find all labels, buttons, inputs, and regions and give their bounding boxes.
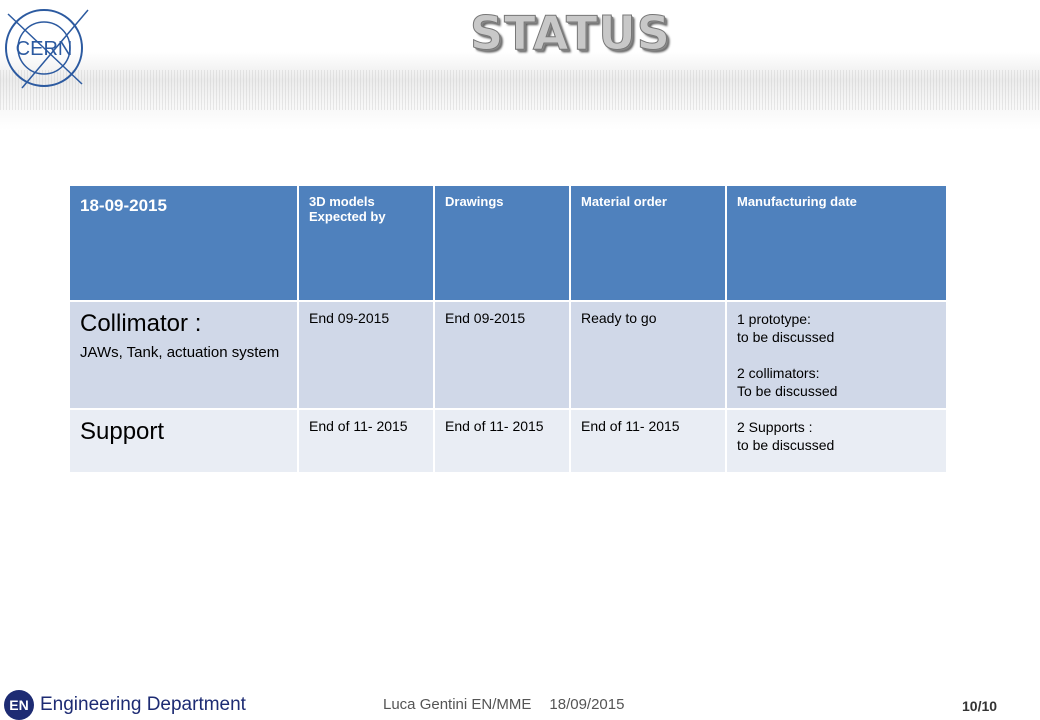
models-cell: End of 11- 2015 bbox=[298, 409, 434, 473]
manufacturing-cell bbox=[726, 301, 947, 409]
table-row bbox=[70, 301, 947, 409]
en-department-logo: EN bbox=[4, 690, 34, 720]
manufacturing-spacer bbox=[737, 346, 936, 364]
manufacturing-cell bbox=[726, 409, 947, 473]
table-header-row bbox=[70, 186, 947, 301]
manufacturing-line: 2 Supports : bbox=[737, 419, 813, 435]
row-item-detail: JAWs, Tank, actuation system bbox=[80, 344, 280, 361]
footer-date: 18/09/2015 bbox=[549, 696, 625, 713]
manufacturing-line: to be discussed bbox=[737, 329, 835, 345]
manufacturing-line: To be discussed bbox=[737, 383, 838, 399]
footer-author: Luca Gentini EN/MME bbox=[383, 696, 532, 713]
manufacturing-line: 1 prototype: bbox=[737, 311, 811, 327]
row-item-cell bbox=[70, 409, 298, 473]
header-3d-models: 3D models Expected by bbox=[298, 186, 434, 301]
material-cell: Ready to go bbox=[570, 301, 726, 409]
header-manufacturing-date: Manufacturing date bbox=[726, 186, 947, 301]
drawings-cell: End 09-2015 bbox=[434, 301, 570, 409]
page-title: STATUS bbox=[470, 6, 671, 60]
footer-author-line bbox=[383, 696, 624, 713]
row-item-cell bbox=[70, 301, 298, 409]
drawings-cell: End of 11- 2015 bbox=[434, 409, 570, 473]
page-number: 10/10 bbox=[962, 698, 998, 714]
header-date: 18-09-2015 bbox=[70, 186, 298, 301]
cern-logo bbox=[2, 4, 92, 94]
cern-logo-text: CERN bbox=[15, 38, 73, 60]
department-name: Engineering Department bbox=[40, 694, 246, 715]
status-table bbox=[70, 186, 948, 474]
models-cell: End 09-2015 bbox=[298, 301, 434, 409]
table-row bbox=[70, 409, 947, 473]
row-item-label: Collimator : bbox=[80, 310, 202, 337]
manufacturing-line: 2 collimators: bbox=[737, 365, 820, 381]
material-cell: End of 11- 2015 bbox=[570, 409, 726, 473]
header-drawings: Drawings bbox=[434, 186, 570, 301]
header-material-order: Material order bbox=[570, 186, 726, 301]
row-item-label: Support bbox=[80, 418, 165, 445]
manufacturing-line: to be discussed bbox=[737, 437, 835, 453]
